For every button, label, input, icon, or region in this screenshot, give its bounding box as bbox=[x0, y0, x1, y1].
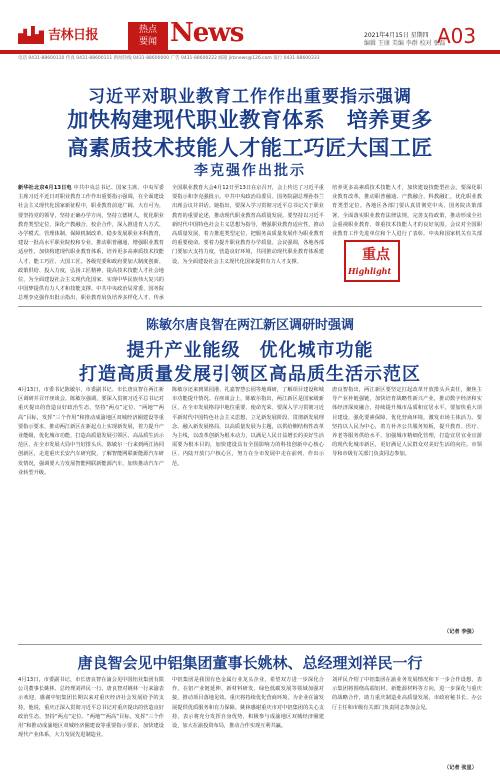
story2-overline: 陈敏尔唐良智在两江新区调研时强调 bbox=[145, 318, 354, 333]
story3-column-2 bbox=[172, 676, 324, 772]
story2-col2-text: 陈敏尔还来到果园港、礼嘉智慧公园等地调研，了解项目建设和城市功能提升情况。在座谈会上，陈敏尔指出，两江新区是国家级新区，在全市发展格局中地位重要、使命光荣。要深入学习贯彻习近平新时代中国特色社会主义思想，立足新发展阶段、贯彻新发展理念、融入新发展格局，以高质量发展为主题，以供给侧结构性改革为主线，以改革创新为根本动力，以满足人民日益增长的美好生活需要为根本目的，加快建设具有全国影响力的科技创新中心核心区、内陆开放门户核心区，努力在全市发展中走在前列、作出示范。 bbox=[172, 387, 324, 467]
masthead-rule bbox=[0, 50, 500, 54]
story1-headline-line2: 高素质技术技能人才能工巧匠大国工匠 bbox=[67, 136, 433, 160]
story3-col1-text: 4月13日，市委副书记、市长唐良智在渝会见中国铝业集团有限公司董事长姚林、总经理刘祥民一行。唐良智对姚林一行来渝表示欢迎，感谢中铝集团长期以来对重庆经济社会发展给予的支持。他说，重庆正深入贯彻习近平总书记对重庆提出的营造良好政治生态，坚持“两点”定位、“两地”“两高”目标，发挥“三个作用”和推动成渝地区双城经济圈建设等重要指示要求，加快建设现代产业体系，大力发展先进制造业。 bbox=[18, 677, 164, 739]
story2-column-2 bbox=[172, 386, 324, 636]
contact-bar: 电话 0431-88600110 传真 0431-88600111 新闻热线 0431-88600000 广告 0431-88600222 邮箱 jlrbnews@126.com 发行 0431-88600333 bbox=[18, 56, 320, 61]
story2-column-3 bbox=[332, 386, 482, 622]
story1-lead: 新华社北京4月13日电 bbox=[18, 185, 72, 191]
story2-headline-line2: 打造高质量发展引领区高品质生活示范区 bbox=[79, 364, 421, 385]
story3-column-3 bbox=[332, 676, 482, 760]
story1-col1-text: 中共中央总书记、国家主席、中央军委主席习近平近日对职业教育工作作出重要指示强调，在全面建设社会主义现代化国家新征程中，职业教育前途广阔、大有可为。要坚持党的领导，坚持正确办学方向，坚持立德树人，优化职业教育类型定位，深化产教融合、校企合作，深入推进育人方式、办学模式、管理体制、保障机制改革，稳步发展职业本科教育，建设一批高水平职业院校和专业，推动职普融通，增强职业教育适应性，加快构建现代职业教育体系，培养更多高素质技术技能人才、能工巧匠、大国工匠。各级党委和政府要加大制度创新、政策供给、投入力度，弘扬工匠精神，提高技术技能人才社会地位，为全面建设社会主义现代化国家、实现中华民族伟大复兴的中国梦提供有力人才和技能支撑。中共中央政治局常委、国务院总理李克强作出批示指出，职业教育肩负培养多样化人才、传承 bbox=[18, 185, 164, 302]
story2-col3-text: 唐良智指出，两江新区要坚定扛起改革开放排头兵责任，聚焦主导产业补链强链，加快培育战略性新兴产业，推动数字经济和实体经济深度融合，持续提升城市品质和宜居水平。要加快重大项目建设，强化要素保障，优化营商环境，激发市场主体活力。要坚持以人民为中心，着力补齐公共服务短板，提升教育、医疗、养老等服务供给水平，加强城市精细化管理，打造宜居宜业宜游的现代化城市新区，更好满足人民群众对美好生活的向往。市领导和市级有关部门负责同志参加。 bbox=[332, 387, 482, 458]
section-badge-line2: 要闻 bbox=[138, 37, 157, 47]
story3-col3-text: 刘祥民介绍了中铝集团在渝业务发展情况和下一步合作设想，表示集团将围绕高端铝材、新能源材料等方向，进一步深化与重庆的战略合作，助力重庆制造业高质量发展。市政府秘书长、办公厅主任和市级有关部门负责同志参加会见。 bbox=[332, 677, 482, 711]
dateline: 2021年4月15日 星期四 bbox=[364, 32, 429, 39]
story1-column-1 bbox=[18, 184, 164, 302]
story1-headline-line1: 加快构建现代职业教育体系 培养更多 bbox=[67, 108, 433, 132]
newspaper-logo: 吉林日报 bbox=[48, 28, 99, 43]
highlight-stamp bbox=[344, 240, 400, 282]
story1-column-3a bbox=[332, 184, 482, 238]
section-title: News bbox=[170, 18, 244, 48]
story2-column-1 bbox=[18, 386, 164, 636]
section-badge-line1: 热点 bbox=[138, 25, 157, 35]
page-number: A03 bbox=[437, 24, 477, 48]
story2-credit: （记者 李强） bbox=[444, 629, 477, 635]
story1-col3-text: 培养更多高素质技术技能人才，加快建设技能型社会。要深化职业教育改革，推动职普融通、产教融合、科教融汇，优化职业教育类型定位。各地区各部门要认真贯彻党中央、国务院决策部署，全面落实职业教育法律法规，完善支持政策，推动形成全社会重视职业教育、尊重技术技能人才的良好氛围。会议对全国职业教育工作先进单位和个人进行了表彰。中央和国家机关有关部 bbox=[332, 185, 482, 238]
editor-credits: 编辑 王康 美编 李群 校对 张磊 bbox=[364, 40, 446, 47]
story-divider-1 bbox=[18, 306, 482, 307]
section-badge bbox=[128, 22, 168, 50]
city-skyline-icon bbox=[18, 26, 44, 44]
story1-subhead: 李克强作出批示 bbox=[194, 163, 306, 179]
story3-headline: 唐良智会见中铝集团董事长姚林、总经理刘祥民一行 bbox=[77, 654, 423, 672]
story3-credit: （记者 张星） bbox=[444, 765, 477, 771]
story3-col2-text: 中铝集团是我国有色金属行业龙头企业，希望双方进一步深化合作，在铝产业链延伸、新材料研发、绿色低碳发展等领域加强对接，推动项目落地见效。重庆将持续优化营商环境，为企业在渝发展提供优质服务和有力保障。姚林感谢重庆市对中铝集团的关心支持，表示将充分发挥自身优势，积极参与成渝地区双城经济圈建设，加大在渝投资布局，推动合作实现互利共赢。 bbox=[172, 677, 324, 730]
story-divider-2 bbox=[18, 644, 482, 645]
story1-column-2 bbox=[172, 184, 324, 302]
highlight-stamp-cn: 重点 bbox=[362, 247, 390, 263]
highlight-stamp-en: Highlight bbox=[348, 266, 392, 276]
masthead bbox=[0, 0, 500, 60]
story1-col2-text: 全国职业教育大会4月12日至13日在京召开，会上传达了习近平重要指示和李克强批示。中共中央政治局委员、国务院副总理孙春兰出席会议并讲话。她指出，要深入学习贯彻习近平总书记关于职业教育的重要论述，推动现代职业教育高质量发展。要坚持以习近平新时代中国特色社会主义思想为指导，增强职业教育适应性，推动高质量发展，着力推进类型定位，把服务高质量发展作为职业教育的重要使命。要着力提升职业教育办学质量。会议强调，各地各部门要加大支持力度，营造良好环境，共同推动现代职业教育体系建设，为全面建设社会主义现代化国家提供有力人才支撑。 bbox=[172, 185, 324, 265]
story2-headline-line1: 提升产业能级 优化城市功能 bbox=[126, 340, 374, 361]
story2-col1-text: 4月13日，市委书记陈敏尔，市委副书记、市长唐良智在两江新区调研并召开座谈会。陈敏尔强调，要深入贯彻习近平总书记对重庆提出的营造良好政治生态，坚持“两点”定位、“两地”“两高”目标，发挥“三个作用”和推动成渝地区双城经济圈建设等重要指示要求，推动两江新区在新起点上实现新发展，着力提升产业能级，优化城市功能，打造高质量发展引领区、高品质生活示范区，在全市发展大局中当好排头兵。陈敏尔一行来到两江协同创新区，走进重庆长安汽车研究院，了解智能网联新能源汽车研发情况，强调要大力发展智能网联新能源汽车，加快推动汽车产业转型升级。 bbox=[18, 387, 164, 476]
story1-overline: 习近平对职业教育工作作出重要指示强调 bbox=[88, 87, 412, 107]
story3-column-1 bbox=[18, 676, 164, 772]
